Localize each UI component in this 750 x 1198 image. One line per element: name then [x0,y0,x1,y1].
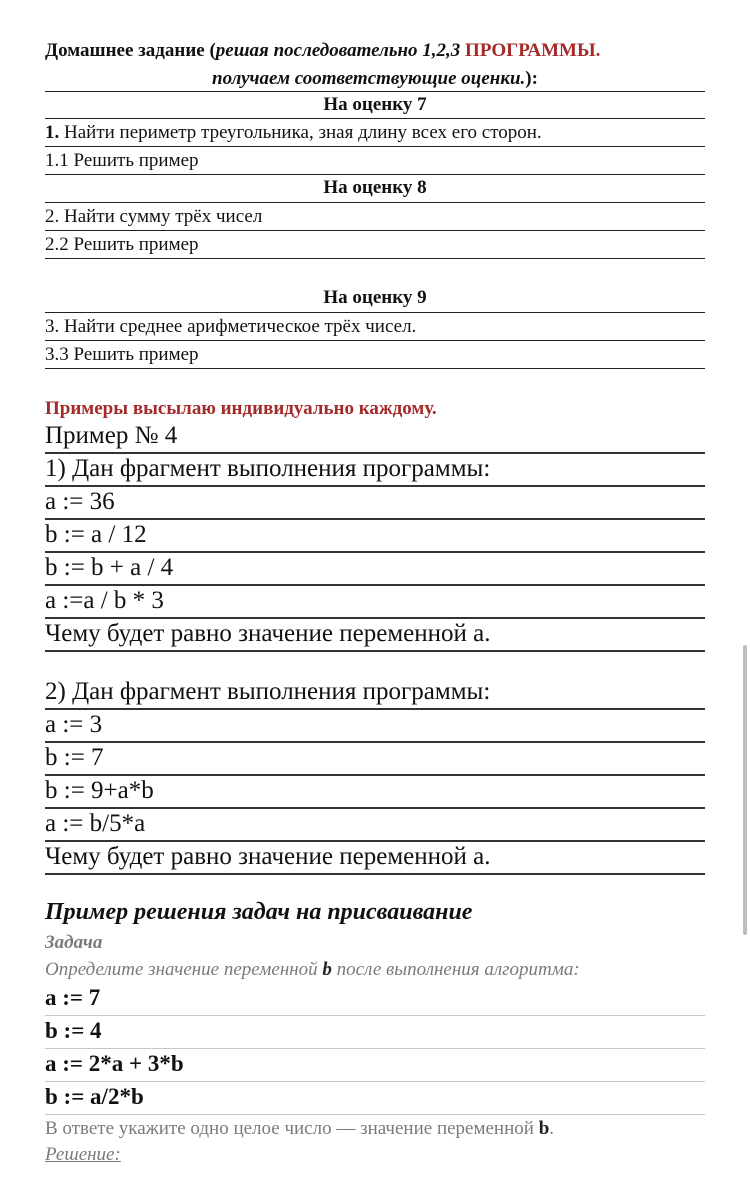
header-text-5: ): [525,68,538,89]
divider [45,146,705,147]
solution-title: Пример решения задач на присваивание [45,899,473,925]
task-variable: b [322,959,332,980]
divider [45,452,705,454]
grade7-task [45,122,542,144]
answer-variable: b [538,1118,550,1139]
divider [45,650,705,652]
task-text [45,959,580,981]
example-title: Пример № 4 [45,422,178,449]
divider [45,741,705,743]
divider [45,873,705,875]
header-programs: ПРОГРАММЫ. [465,40,601,61]
solution-line: b := a/2*b [45,1084,144,1109]
grade7-task-text: Найти периметр треугольника, зная длину всех его сторон. [59,122,542,143]
homework-header-line2 [45,68,705,90]
divider [45,485,705,487]
prog2-line: b := 7 [45,744,104,771]
divider [45,202,705,203]
grade7-task-number: 1. [45,122,60,143]
divider [45,774,705,776]
divider [45,312,705,313]
divider [45,1114,705,1115]
answer-text-2: . [549,1118,555,1139]
grade8-example: 2.2 Решить пример [45,234,199,255]
vertical-scrollbar[interactable] [743,645,747,935]
divider [45,258,705,259]
divider [45,551,705,553]
prog2-heading: 2) Дан фрагмент выполнения программы: [45,678,491,705]
divider [45,340,705,341]
prog1-line: b := b + a / 4 [45,554,174,581]
answer-text-1: В ответе укажите одно целое число — значение переменной [45,1118,539,1139]
prog1-line: a :=a / b * 3 [45,587,164,614]
grade8-task: 2. Найти сумму трёх чисел [45,206,263,227]
divider [45,617,705,619]
divider [45,118,705,119]
task-text-2: после выполнения алгоритма: [331,959,580,980]
divider [45,174,705,175]
prog1-line: b := a / 12 [45,521,147,548]
solution-line: a := 2*a + 3*b [45,1051,184,1076]
divider [45,708,705,710]
divider [45,584,705,586]
solution-line: a := 7 [45,985,101,1010]
prog1-heading: 1) Дан фрагмент выполнения программы: [45,455,491,482]
divider [45,518,705,520]
grade7-title: На оценку 7 [323,94,427,115]
divider [45,230,705,231]
grade7-example: 1.1 Решить пример [45,150,199,171]
individual-note: Примеры высылаю индивидуально каждому. [45,398,437,419]
prog2-line: a := 3 [45,711,103,738]
header-text-1: Домашнее задание ( [45,40,216,61]
prog2-line: b := 9+a*b [45,777,154,804]
task-text-1: Определите значение переменной [45,959,323,980]
grade9-title: На оценку 9 [323,287,427,308]
task-label: Задача [45,932,103,953]
divider [45,368,705,369]
divider [45,1048,705,1049]
prog1-question: Чему будет равно значение переменной а. [45,620,491,647]
header-text-4: получаем соответствующие оценки. [212,68,526,89]
divider [45,1081,705,1082]
divider [45,807,705,809]
header-text-2: решая последовательно 1,2,3 [215,40,466,61]
prog2-question: Чему будет равно значение переменной а. [45,843,491,870]
grade9-task: 3. Найти среднее арифметическое трёх чисел. [45,316,417,337]
prog2-line: a := b/5*a [45,810,146,837]
solution-line: b := 4 [45,1018,102,1043]
grade9-example: 3.3 Решить пример [45,344,199,365]
solution-label: Решение: [45,1144,121,1165]
divider [45,840,705,842]
divider [45,1015,705,1016]
divider [45,91,705,92]
answer-instruction [45,1118,554,1140]
homework-header [45,40,600,62]
prog1-line: a := 36 [45,488,115,515]
grade8-title: На оценку 8 [323,177,427,198]
